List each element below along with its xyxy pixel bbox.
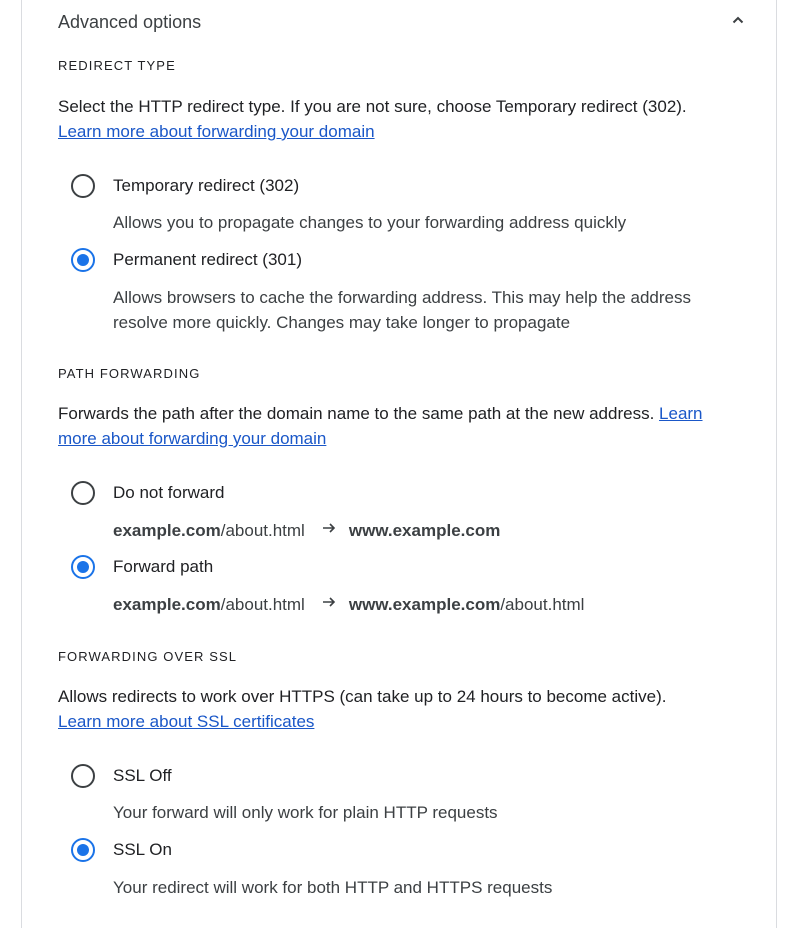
path-forwarding-description xyxy=(58,401,703,451)
ssl-off-label[interactable]: SSL Off xyxy=(113,766,172,785)
redirect-type-description xyxy=(58,94,687,144)
path-forwarding-heading: PATH FORWARDING xyxy=(58,366,201,381)
ssl-off-description: Your forward will only work for plain HTTP requests xyxy=(113,803,498,822)
example-from-domain: example.com xyxy=(113,520,221,540)
ssl-description xyxy=(58,684,666,734)
radio-ssl-on[interactable] xyxy=(71,838,95,862)
example-to-domain: www.example.com xyxy=(348,520,501,540)
forward-path-example xyxy=(113,594,584,615)
radio-do-not-forward[interactable] xyxy=(71,481,95,505)
example-to-domain: www.example.com xyxy=(348,594,501,614)
redirect-type-description-text: Select the HTTP redirect type. If you are not sure, choose Temporary redirect (302). xyxy=(58,97,687,116)
ssl-heading: FORWARDING OVER SSL xyxy=(58,649,238,664)
permanent-redirect-description-line2: resolve more quickly. Changes may take longer to propagate xyxy=(113,313,571,332)
forward-path-label[interactable]: Forward path xyxy=(113,557,214,576)
permanent-redirect-description xyxy=(113,285,691,335)
advanced-options-panel xyxy=(21,0,777,928)
ssl-description-text: Allows redirects to work over HTTPS (can take up to 24 hours to become active). xyxy=(58,687,667,706)
learn-more-path-link-part2[interactable]: more about forwarding your domain xyxy=(58,429,327,448)
learn-more-path-link-part1[interactable]: Learn xyxy=(659,404,703,423)
redirect-type-heading: REDIRECT TYPE xyxy=(58,58,176,73)
arrow-right-icon xyxy=(321,520,337,541)
permanent-redirect-description-line1: Allows browsers to cache the forwarding address. This may help the address xyxy=(113,288,691,307)
collapse-button[interactable] xyxy=(724,6,752,34)
temporary-redirect-description: Allows you to propagate changes to your forwarding address quickly xyxy=(113,213,627,232)
chevron-up-icon xyxy=(730,12,746,28)
learn-more-forwarding-link[interactable]: Learn more about forwarding your domain xyxy=(58,122,375,141)
example-from-domain: example.com xyxy=(113,594,221,614)
radio-forward-path[interactable] xyxy=(71,555,95,579)
do-not-forward-example xyxy=(113,520,500,541)
radio-temporary-redirect[interactable] xyxy=(71,174,95,198)
radio-ssl-off[interactable] xyxy=(71,764,95,788)
temporary-redirect-label[interactable]: Temporary redirect (302) xyxy=(113,176,300,195)
ssl-on-label[interactable]: SSL On xyxy=(113,840,172,859)
example-from-path: /about.html xyxy=(220,594,305,614)
ssl-on-description: Your redirect will work for both HTTP and HTTPS requests xyxy=(113,878,553,897)
do-not-forward-label[interactable]: Do not forward xyxy=(113,483,225,502)
example-to-path: /about.html xyxy=(500,594,585,614)
learn-more-ssl-link[interactable]: Learn more about SSL certificates xyxy=(58,712,315,731)
path-forwarding-description-text: Forwards the path after the domain name to the same path at the new address. xyxy=(58,404,655,423)
example-from-path: /about.html xyxy=(220,520,305,540)
permanent-redirect-label[interactable]: Permanent redirect (301) xyxy=(113,250,302,269)
arrow-right-icon xyxy=(321,594,337,615)
radio-permanent-redirect[interactable] xyxy=(71,248,95,272)
advanced-options-title: Advanced options xyxy=(58,12,202,32)
